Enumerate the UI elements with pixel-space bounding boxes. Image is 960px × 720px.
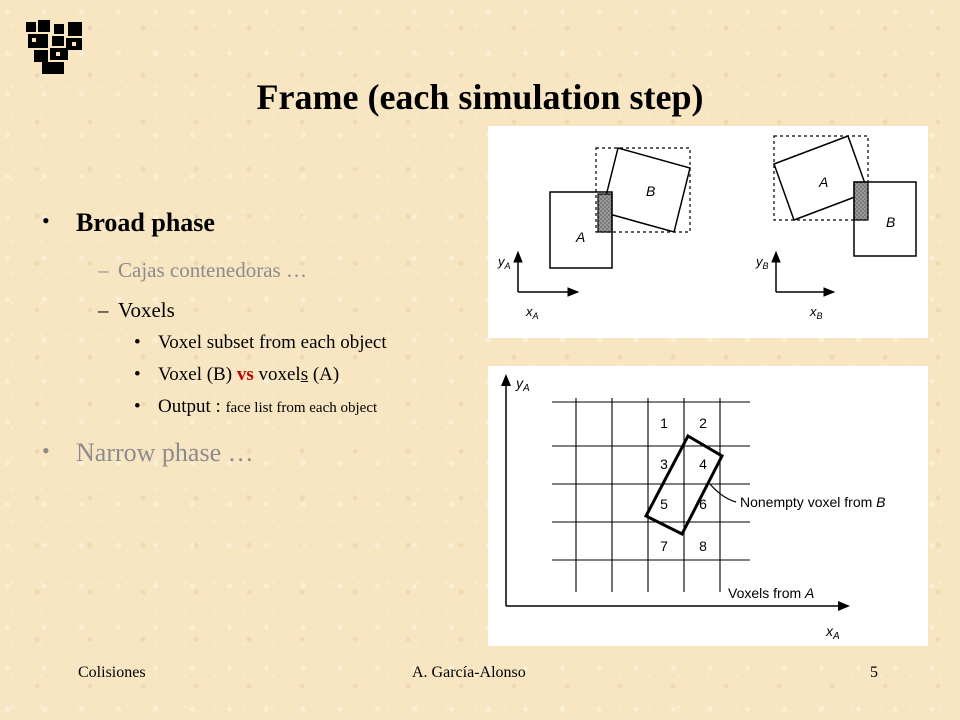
figure-voxel-grid	[488, 366, 928, 646]
y-arrow-icon	[772, 252, 780, 262]
output-line	[158, 396, 377, 418]
voxel-number: 2	[699, 415, 707, 431]
y-arrow-icon	[514, 252, 522, 262]
voxel-subset-label: Voxel subset from each object	[158, 332, 387, 353]
label-b-right: B	[886, 214, 896, 230]
voxel-number: 1	[660, 415, 668, 431]
dash-icon: –	[98, 258, 109, 282]
voxel-number: 4	[699, 456, 707, 472]
bullet-dot-icon: •	[134, 332, 141, 353]
output-detail: face list from each object	[225, 400, 378, 416]
figure-bounding-boxes	[488, 126, 928, 338]
vs-keyword: vs	[236, 364, 254, 385]
cajas-label: Cajas contenedoras …	[118, 258, 307, 282]
left-panel	[514, 148, 690, 296]
broad-phase-label: Broad phase	[76, 208, 215, 237]
voxels-label: Voxels	[118, 298, 175, 322]
bullet-dot-icon: •	[42, 438, 50, 463]
x-arrow-icon	[838, 601, 850, 611]
bullet-dot-icon: •	[42, 208, 50, 233]
x-arrow-icon	[824, 288, 834, 296]
bullet-dot-icon: •	[134, 396, 141, 417]
vs-part2: voxel	[253, 364, 301, 385]
x-arrow-icon	[568, 288, 578, 296]
label-a-left: A	[576, 229, 586, 245]
footer-left: Colisiones	[78, 664, 146, 681]
x-axis-label-left: $x_A$	[526, 304, 539, 321]
bullet-dot-icon: •	[134, 364, 141, 385]
voxel-number: 7	[660, 538, 668, 554]
overlap-region-right	[854, 182, 868, 220]
page-number: 5	[870, 664, 878, 681]
voxel-number: 8	[699, 538, 707, 554]
vs-line	[158, 364, 339, 386]
callout-line	[710, 484, 736, 502]
dash-icon: –	[98, 298, 109, 322]
x-axis-label-right: $x_B$	[810, 304, 823, 321]
voxels-from-a-label: Voxels from A	[728, 585, 815, 601]
label-a-right: A	[819, 174, 829, 190]
narrow-phase-label: Narrow phase …	[76, 438, 254, 467]
voxel-grid	[552, 398, 750, 592]
slide-title: Frame (each simulation step)	[256, 77, 704, 117]
plural-s: s	[300, 364, 309, 385]
vs-part1: Voxel (B)	[158, 364, 237, 385]
university-logo-icon	[24, 18, 86, 76]
y-arrow-icon	[501, 374, 511, 386]
label-b-left: B	[646, 183, 656, 199]
y-axis-label: $y_A$	[516, 375, 530, 394]
output-label: Output :	[158, 396, 226, 417]
x-axis-label: $x_A$	[826, 623, 840, 642]
y-axis-label-right: $y_B$	[756, 254, 769, 271]
y-axis-label-left: $y_A$	[498, 254, 511, 271]
voxel-number: 5	[660, 496, 668, 512]
nonempty-voxel-label: Nonempty voxel from B	[740, 494, 886, 510]
voxel-number: 6	[699, 496, 707, 512]
vs-part3: (A)	[308, 364, 340, 385]
footer-author: A. García-Alonso	[412, 664, 526, 681]
voxel-number: 3	[660, 456, 668, 472]
